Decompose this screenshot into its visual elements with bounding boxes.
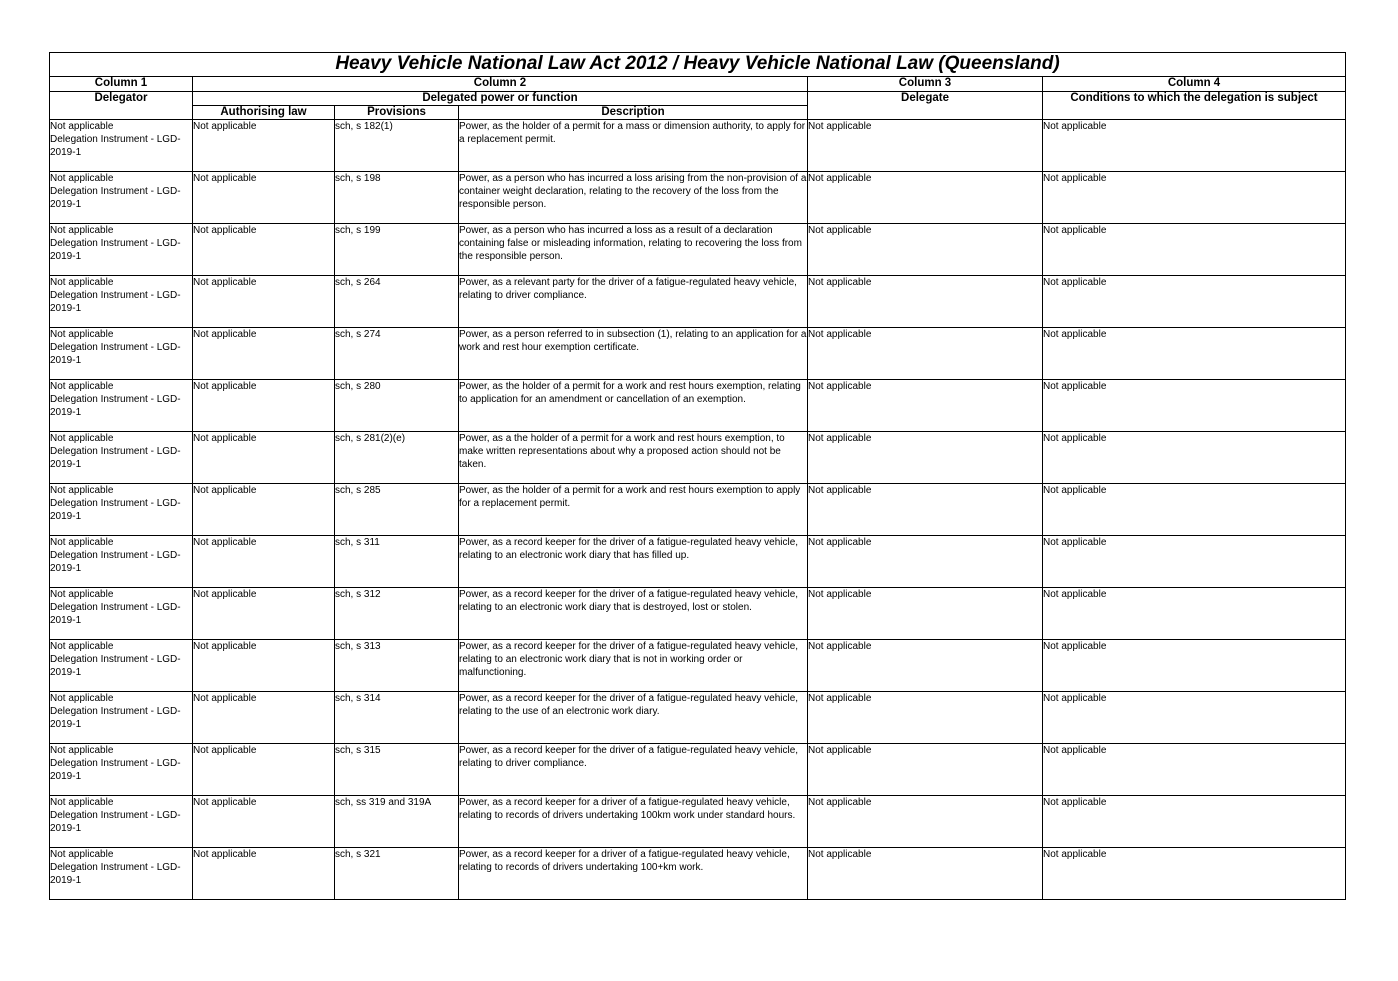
description-cell: Power, as the holder of a permit for a work and rest hours exemption to apply for a replacement permit. [459, 484, 808, 536]
delegation-instrument-text: Delegation Instrument - LGD-2019-1 [50, 498, 181, 522]
delegation-instrument-text: Delegation Instrument - LGD-2019-1 [50, 186, 181, 210]
provisions-cell: sch, s 281(2)(e) [335, 432, 459, 484]
delegation-instrument-text: Delegation Instrument - LGD-2019-1 [50, 342, 181, 366]
authorising-law-cell: Not applicable [193, 640, 335, 692]
provisions-cell: sch, s 312 [335, 588, 459, 640]
delegation-instrument-text: Delegation Instrument - LGD-2019-1 [50, 654, 181, 678]
provisions-cell: sch, s 285 [335, 484, 459, 536]
delegate-cell: Not applicable [808, 380, 1043, 432]
conditions-cell: Not applicable [1043, 120, 1346, 172]
delegate-cell: Not applicable [808, 484, 1043, 536]
conditions-cell: Not applicable [1043, 172, 1346, 224]
table-row [50, 640, 1346, 692]
table-row [50, 744, 1346, 796]
delegator-cell [50, 848, 193, 900]
delegation-instrument-text: Delegation Instrument - LGD-2019-1 [50, 706, 181, 730]
document-title: Heavy Vehicle National Law Act 2012 / Heavy Vehicle National Law (Queensland) [50, 53, 1346, 77]
conditions-header: Conditions to which the delegation is subject [1043, 92, 1346, 120]
authorising-law-cell: Not applicable [193, 536, 335, 588]
authorising-law-cell: Not applicable [193, 744, 335, 796]
delegate-cell: Not applicable [808, 744, 1043, 796]
description-cell: Power, as a record keeper for the driver of a fatigue-regulated heavy vehicle, relating to driver compliance. [459, 744, 808, 796]
provisions-cell: sch, s 311 [335, 536, 459, 588]
description-cell: Power, as a the holder of a permit for a work and rest hours exemption, to make written representations about why a proposed action should not be taken. [459, 432, 808, 484]
delegator-text: Not applicable [50, 849, 114, 860]
authorising-law-cell: Not applicable [193, 432, 335, 484]
delegator-text: Not applicable [50, 329, 114, 340]
delegator-cell [50, 796, 193, 848]
provisions-cell: sch, s 321 [335, 848, 459, 900]
delegator-text: Not applicable [50, 797, 114, 808]
delegator-text: Not applicable [50, 121, 114, 132]
delegate-cell: Not applicable [808, 796, 1043, 848]
conditions-cell: Not applicable [1043, 484, 1346, 536]
delegator-cell [50, 120, 193, 172]
column4-header: Column 4 [1043, 77, 1346, 92]
delegator-cell [50, 692, 193, 744]
description-cell: Power, as a record keeper for the driver of a fatigue-regulated heavy vehicle, relating to an electronic work diary that is not in working order or malfunctioning. [459, 640, 808, 692]
delegation-instrument-text: Delegation Instrument - LGD-2019-1 [50, 394, 181, 418]
provisions-cell: sch, s 198 [335, 172, 459, 224]
description-cell: Power, as a record keeper for a driver of a fatigue-regulated heavy vehicle, relating to records of drivers undertaking 100km work under standard hours. [459, 796, 808, 848]
conditions-cell: Not applicable [1043, 224, 1346, 276]
delegate-cell: Not applicable [808, 432, 1043, 484]
authorising-law-cell: Not applicable [193, 172, 335, 224]
conditions-cell: Not applicable [1043, 692, 1346, 744]
description-cell: Power, as a person referred to in subsection (1), relating to an application for a work and rest hour exemption certificate. [459, 328, 808, 380]
delegate-cell: Not applicable [808, 588, 1043, 640]
delegator-text: Not applicable [50, 225, 114, 236]
table-row [50, 588, 1346, 640]
delegate-cell: Not applicable [808, 276, 1043, 328]
table-row [50, 484, 1346, 536]
delegator-cell [50, 744, 193, 796]
table-row [50, 328, 1346, 380]
column2-header: Column 2 [193, 77, 808, 92]
description-cell: Power, as a person who has incurred a loss as a result of a declaration containing false or misleading information, relating to recovering the loss from the responsible person. [459, 224, 808, 276]
authorising-law-cell: Not applicable [193, 484, 335, 536]
delegator-text: Not applicable [50, 433, 114, 444]
description-cell: Power, as a record keeper for the driver of a fatigue-regulated heavy vehicle, relating to an electronic work diary that has filled up. [459, 536, 808, 588]
delegator-text: Not applicable [50, 745, 114, 756]
delegation-instrument-text: Delegation Instrument - LGD-2019-1 [50, 446, 181, 470]
delegate-header: Delegate [808, 92, 1043, 120]
table-row [50, 692, 1346, 744]
delegation-instrument-text: Delegation Instrument - LGD-2019-1 [50, 134, 181, 158]
authorising-law-cell: Not applicable [193, 796, 335, 848]
provisions-cell: sch, s 274 [335, 328, 459, 380]
delegator-cell [50, 380, 193, 432]
delegator-text: Not applicable [50, 589, 114, 600]
delegator-header: Delegator [50, 92, 193, 120]
table-row [50, 120, 1346, 172]
conditions-cell: Not applicable [1043, 588, 1346, 640]
table-row [50, 848, 1346, 900]
delegation-instrument-text: Delegation Instrument - LGD-2019-1 [50, 550, 181, 574]
column3-header: Column 3 [808, 77, 1043, 92]
delegator-text: Not applicable [50, 693, 114, 704]
table-row [50, 172, 1346, 224]
delegation-instrument-text: Delegation Instrument - LGD-2019-1 [50, 602, 181, 626]
delegator-cell [50, 328, 193, 380]
provisions-cell: sch, s 182(1) [335, 120, 459, 172]
conditions-cell: Not applicable [1043, 848, 1346, 900]
delegate-cell: Not applicable [808, 120, 1043, 172]
authorising-law-cell: Not applicable [193, 380, 335, 432]
delegation-instrument-text: Delegation Instrument - LGD-2019-1 [50, 862, 181, 886]
table-body [50, 120, 1346, 900]
delegate-cell: Not applicable [808, 536, 1043, 588]
conditions-cell: Not applicable [1043, 536, 1346, 588]
delegator-text: Not applicable [50, 537, 114, 548]
authorising-law-cell: Not applicable [193, 692, 335, 744]
table-row [50, 276, 1346, 328]
description-cell: Power, as a record keeper for a driver of a fatigue-regulated heavy vehicle, relating to records of drivers undertaking 100+km work. [459, 848, 808, 900]
delegator-cell [50, 432, 193, 484]
provisions-cell: sch, s 313 [335, 640, 459, 692]
delegator-cell [50, 588, 193, 640]
authorising-law-cell: Not applicable [193, 224, 335, 276]
delegate-cell: Not applicable [808, 224, 1043, 276]
delegation-instrument-text: Delegation Instrument - LGD-2019-1 [50, 238, 181, 262]
conditions-cell: Not applicable [1043, 328, 1346, 380]
description-cell: Power, as a relevant party for the driver of a fatigue-regulated heavy vehicle, relating to driver compliance. [459, 276, 808, 328]
provisions-cell: sch, s 199 [335, 224, 459, 276]
authorising-law-cell: Not applicable [193, 848, 335, 900]
delegator-cell [50, 276, 193, 328]
conditions-cell: Not applicable [1043, 796, 1346, 848]
delegation-instrument-text: Delegation Instrument - LGD-2019-1 [50, 290, 181, 314]
delegator-cell [50, 484, 193, 536]
delegate-cell: Not applicable [808, 172, 1043, 224]
delegator-cell [50, 224, 193, 276]
conditions-cell: Not applicable [1043, 432, 1346, 484]
description-cell: Power, as a person who has incurred a loss arising from the non-provision of a container weight declaration, relating to the recovery of the loss from the responsible person. [459, 172, 808, 224]
delegation-instrument-text: Delegation Instrument - LGD-2019-1 [50, 810, 181, 834]
conditions-cell: Not applicable [1043, 640, 1346, 692]
description-cell: Power, as a record keeper for the driver of a fatigue-regulated heavy vehicle, relating to an electronic work diary that is destroyed, lost or stolen. [459, 588, 808, 640]
delegator-cell [50, 172, 193, 224]
authorising-law-header: Authorising law [193, 106, 335, 120]
conditions-cell: Not applicable [1043, 276, 1346, 328]
delegation-instrument-text: Delegation Instrument - LGD-2019-1 [50, 758, 181, 782]
delegate-cell: Not applicable [808, 640, 1043, 692]
delegate-cell: Not applicable [808, 328, 1043, 380]
description-cell: Power, as the holder of a permit for a work and rest hours exemption, relating to application for an amendment or cancellation of an exemption. [459, 380, 808, 432]
provisions-cell: sch, s 315 [335, 744, 459, 796]
provisions-header: Provisions [335, 106, 459, 120]
table-row [50, 224, 1346, 276]
delegation-table [49, 52, 1346, 900]
delegator-text: Not applicable [50, 173, 114, 184]
conditions-cell: Not applicable [1043, 744, 1346, 796]
description-header: Description [459, 106, 808, 120]
delegate-cell: Not applicable [808, 848, 1043, 900]
delegator-text: Not applicable [50, 641, 114, 652]
provisions-cell: sch, s 314 [335, 692, 459, 744]
table-row [50, 432, 1346, 484]
conditions-cell: Not applicable [1043, 380, 1346, 432]
table-row [50, 796, 1346, 848]
table-row [50, 536, 1346, 588]
authorising-law-cell: Not applicable [193, 276, 335, 328]
delegator-cell [50, 536, 193, 588]
provisions-cell: sch, s 280 [335, 380, 459, 432]
delegator-text: Not applicable [50, 485, 114, 496]
provisions-cell: sch, ss 319 and 319A [335, 796, 459, 848]
description-cell: Power, as a record keeper for the driver of a fatigue-regulated heavy vehicle, relating to the use of an electronic work diary. [459, 692, 808, 744]
delegate-cell: Not applicable [808, 692, 1043, 744]
delegator-text: Not applicable [50, 381, 114, 392]
provisions-cell: sch, s 264 [335, 276, 459, 328]
authorising-law-cell: Not applicable [193, 588, 335, 640]
delegator-cell [50, 640, 193, 692]
description-cell: Power, as the holder of a permit for a mass or dimension authority, to apply for a replacement permit. [459, 120, 808, 172]
column1-header: Column 1 [50, 77, 193, 92]
table-row [50, 380, 1346, 432]
authorising-law-cell: Not applicable [193, 120, 335, 172]
authorising-law-cell: Not applicable [193, 328, 335, 380]
delegated-power-header: Delegated power or function [193, 92, 808, 106]
delegator-text: Not applicable [50, 277, 114, 288]
